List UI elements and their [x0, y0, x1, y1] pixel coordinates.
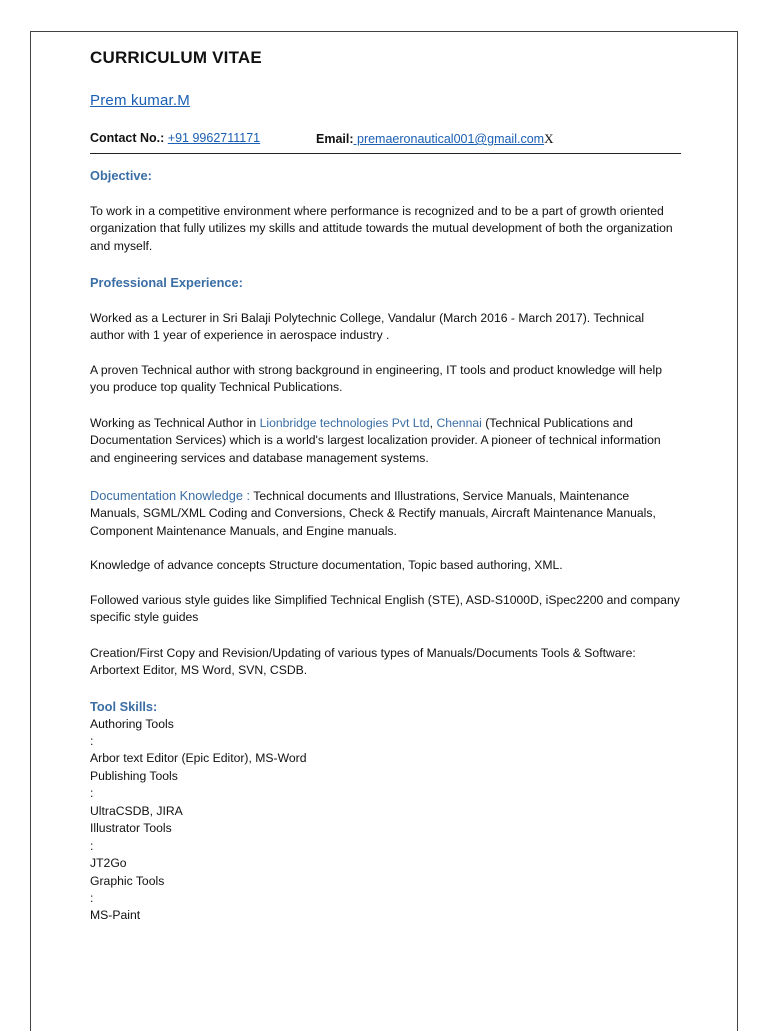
- documentation-paragraph: [90, 487, 680, 540]
- documentation-paragraph-3: Followed various style guides like Simplified Technical English (STE), ASD-S1000D, iSpec2200 and company specific style guides: [90, 593, 680, 625]
- objective-text: To work in a competitive environment where performance is recognized and to be a part of growth oriented organization that fully utilizes my skills and attitude towards the mutual development of both the organization and myself.: [90, 204, 673, 253]
- documentation-paragraph-4: Creation/First Copy and Revision/Updating of various types of Manuals/Documents Tools & Software: Arbortext Editor, MS Word, SVN, CSDB.: [90, 646, 636, 678]
- experience-paragraph-2: A proven Technical author with strong background in engineering, IT tools and product knowledge will help you produce top quality Technical Publications.: [90, 363, 663, 395]
- experience-paragraph-3: [90, 415, 680, 467]
- tool-line: Arbor text Editor (Epic Editor), MS-Word: [90, 751, 307, 765]
- document-title: CURRICULUM VITAE: [90, 48, 262, 67]
- candidate-name: Prem kumar.M: [90, 92, 190, 109]
- contact-label: Contact No.:: [90, 131, 165, 145]
- tool-line: UltraCSDB, JIRA: [90, 804, 183, 818]
- company-city: Chennai: [436, 416, 482, 430]
- tool-line: :: [90, 734, 94, 748]
- phone-link[interactable]: +91 9962711171: [167, 131, 261, 145]
- tool-line: :: [90, 786, 94, 800]
- experience-p3-suffix: (Technical Publications and Documentation Services) which is a world's largest localization provider. A pioneer of technical information and engineering services and database management systems.: [90, 416, 661, 465]
- tool-line: :: [90, 891, 94, 905]
- tool-line: Publishing Tools: [90, 769, 178, 783]
- tool-line: :: [90, 839, 94, 853]
- objective-heading: Objective:: [90, 168, 152, 183]
- email-link[interactable]: premaeronautical001@gmail.com: [353, 132, 545, 146]
- company-comma: ,: [429, 416, 437, 430]
- tool-line: Authoring Tools: [90, 717, 174, 731]
- documentation-label: Documentation Knowledge :: [90, 488, 251, 503]
- email-block: [316, 131, 553, 147]
- email-label: Email:: [316, 132, 354, 146]
- documentation-paragraph-2: Knowledge of advance concepts Structure documentation, Topic based authoring, XML.: [90, 558, 563, 572]
- documentation-text: Technical documents and Illustrations, Service Manuals, Maintenance Manuals, SGML/XML Coding and Conversions, Check & Rectify manuals, Aircraft Maintenance Manuals, Component Maintenance Manuals, and Engine manuals.: [90, 489, 656, 538]
- contact-row: [90, 131, 681, 154]
- tool-line: Graphic Tools: [90, 874, 165, 888]
- trailing-mark: X: [544, 131, 554, 146]
- experience-paragraph-1: Worked as a Lecturer in Sri Balaji Polytechnic College, Vandalur (March 2016 - March 2017). Technical author with 1 year of experience in aerospace industry .: [90, 311, 645, 343]
- tool-line: MS-Paint: [90, 908, 141, 922]
- experience-heading: Professional Experience:: [90, 275, 243, 290]
- tool-line: Illustrator Tools: [90, 821, 172, 835]
- company-name: Lionbridge technologies Pvt Ltd: [259, 416, 430, 430]
- tool-skills-heading: Tool Skills:: [90, 699, 158, 714]
- phone-block: [90, 131, 260, 145]
- tool-line: JT2Go: [90, 856, 127, 870]
- experience-p3-prefix: Working as Technical Author in: [90, 416, 260, 430]
